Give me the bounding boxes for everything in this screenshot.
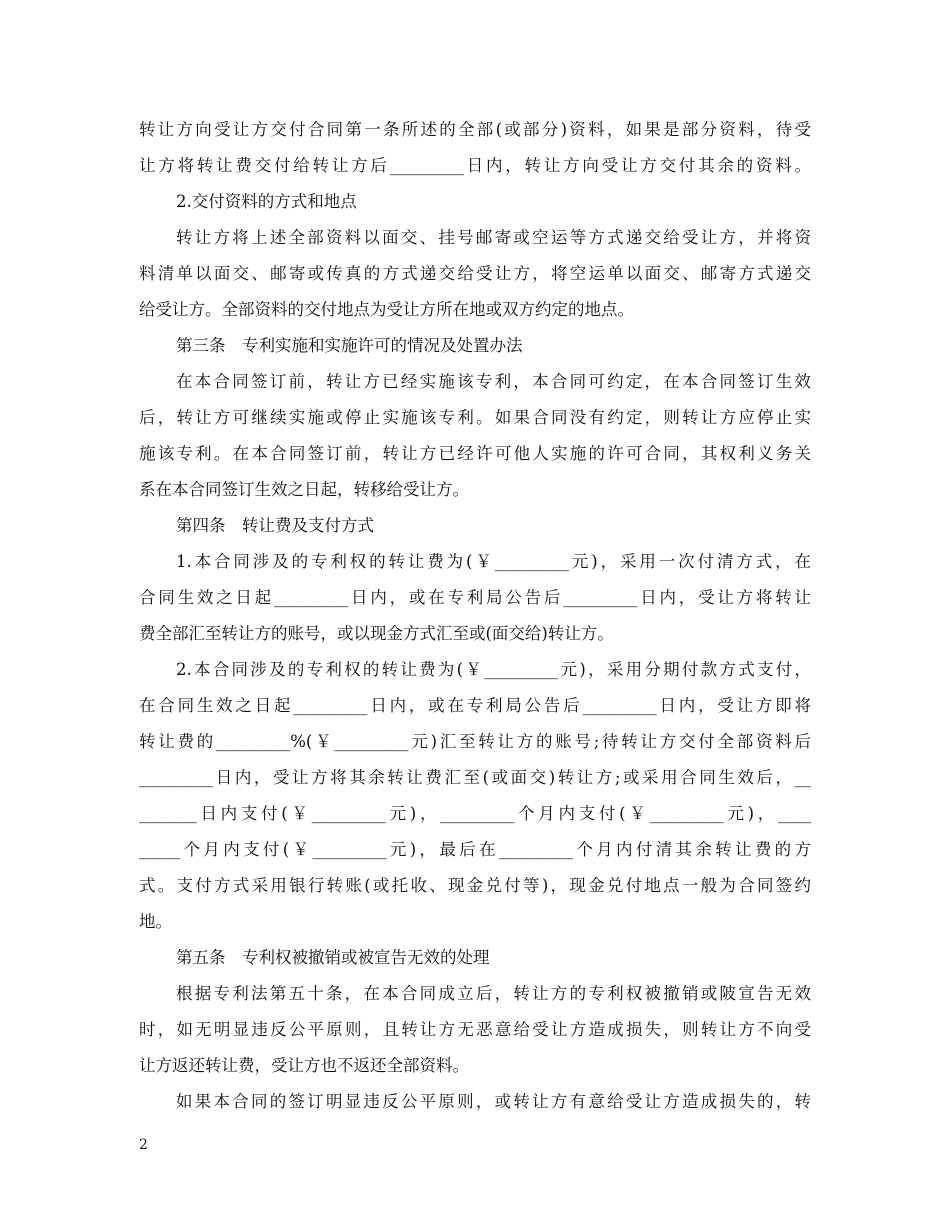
text-line: 转让方向受让方交付合同第一条所述的全部(或部分)资料，如果是部分资料，待受 <box>139 120 811 139</box>
text-line: 根据专利法第五十条，在本合同成立后，转让方的专利权被撤销或陂宣告无效 <box>176 984 811 1003</box>
text-line: 1.本合同涉及的专利权的转让费为(￥_________元)，采用一次付清方式，在 <box>176 552 811 571</box>
text-line: 料清单以面交、邮寄或传真的方式递交给受让方，将空运单以面交、邮寄方式递交 <box>139 264 811 283</box>
text-line: _____个月内支付(￥_________元)，最后在_________个月内付清其余转让费的方 <box>139 840 811 859</box>
text-line: 2.交付资料的方式和地点 <box>176 192 357 211</box>
text-line: 第四条 转让费及支付方式 <box>176 516 374 535</box>
text-line: 如果本合同的签订明显违反公平原则，或转让方有意给受让方造成损失的，转 <box>176 1092 811 1111</box>
text-line: 转让费的_________%(￥_________元)汇至转让方的账号;待转让方交付全部资料后 <box>139 732 811 751</box>
text-line: 费全部汇至转让方的账号，或以现金方式汇至或(面交给)转让方。 <box>139 624 614 643</box>
text-line: 施该专利。在本合同签订前，转让方已经许可他人实施的许可合同，其权利义务关 <box>139 444 811 463</box>
text-line: 2.本合同涉及的专利权的转让费为(￥_________元)，采用分期付款方式支付， <box>176 660 811 679</box>
text-line: 给受让方。全部资料的交付地点为受让方所在地或双方约定的地点。 <box>139 300 634 319</box>
text-line: 式。支付方式采用银行转账(或托收、现金兑付等)，现金兑付地点一般为合同签约 <box>139 876 811 895</box>
text-line: 第五条 专利权被撤销或被宣告无效的处理 <box>176 948 490 967</box>
text-line: _________日内，受让方将其余转让费汇至(或面交)转让方;或采用合同生效后，__ <box>139 768 811 787</box>
text-line: 地。 <box>139 912 172 931</box>
text-line: _______日内支付(￥_________元)，_________个月内支付(￥_________元)，____ <box>139 804 811 823</box>
text-line: 让方将转让费交付给转让方后_________日内，转让方向受让方交付其余的资料。 <box>139 156 811 175</box>
text-line: 合同生效之日起_________日内，或在专利局公告后_________日内，受让方将转让 <box>139 588 811 607</box>
text-line: 第三条 专利实施和实施许可的情况及处置办法 <box>176 336 523 355</box>
text-line: 转让方将上述全部资料以面交、挂号邮寄或空运等方式递交给受让方，并将资 <box>176 228 811 247</box>
text-line: 在本合同签订前，转让方已经实施该专利，本合同可约定，在本合同签订生效 <box>176 372 811 391</box>
text-line: 系在本合同签订生效之日起，转移给受让方。 <box>139 480 469 499</box>
body-text <box>139 112 811 1120</box>
text-line: 在合同生效之日起_________日内，或在专利局公告后_________日内，受让方即将 <box>139 696 811 715</box>
text-line: 后，转让方可继续实施或停止实施该专利。如果合同没有约定，则转让方应停止实 <box>139 408 811 427</box>
text-line: 时，如无明显违反公平原则，且转让方无恶意给受让方造成损失，则转让方不向受 <box>139 1020 811 1039</box>
text-line: 让方返还转让费，受让方也不返还全部资料。 <box>139 1056 469 1075</box>
page-number: 2 <box>139 1137 148 1153</box>
